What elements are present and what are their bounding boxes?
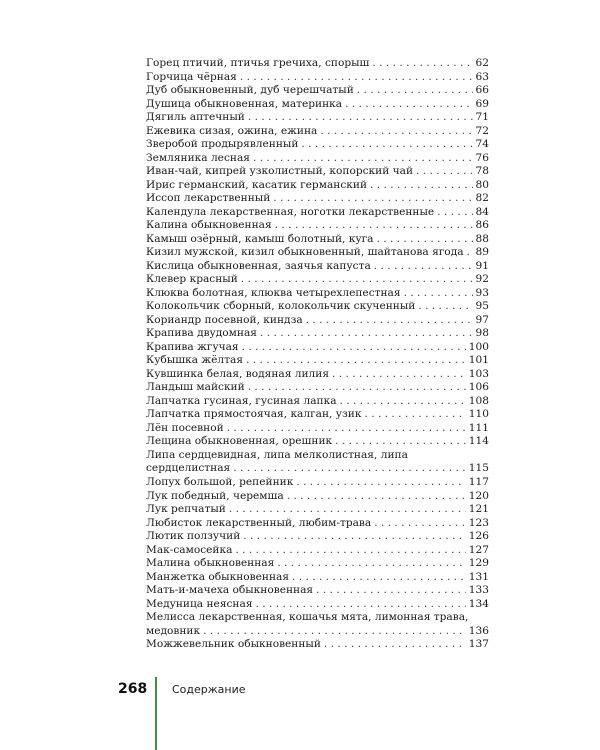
toc-entry-title: Лук победный, черемша: [146, 489, 284, 502]
toc-entry-title: Любисток лекарственный, любим-трава: [146, 516, 372, 529]
toc-entry-page: 97: [475, 313, 489, 326]
toc-entry-page: 89: [475, 246, 489, 259]
toc-entry: [146, 314, 489, 328]
toc-entry-page: 127: [468, 543, 489, 556]
toc-entry-page: 88: [475, 232, 489, 245]
toc-entry-page: 84: [475, 205, 489, 218]
toc-entry-page: 95: [475, 300, 489, 313]
dot-leader: [320, 125, 472, 139]
toc-entry-title: Кориандр посевной, киндза: [146, 313, 303, 326]
dot-leader: [357, 84, 473, 98]
dot-leader: [437, 206, 472, 220]
toc-entry-page: 69: [475, 97, 489, 110]
toc-entry-title: Лещина обыкновенная, орешник: [146, 435, 333, 448]
toc-entry: [146, 287, 489, 301]
dot-leader: [229, 503, 466, 517]
toc-entry: [146, 260, 489, 274]
dot-leader: [246, 354, 466, 368]
toc-entry-title: Клюква болотная, клюква четырехлепестная: [146, 286, 401, 299]
dot-leader: [372, 57, 472, 71]
toc-entry-page: 131: [468, 570, 489, 583]
toc-entry-page: 74: [475, 138, 489, 151]
dot-leader: [306, 314, 473, 328]
toc-entry-title: Лопух большой, репейник: [146, 475, 294, 488]
toc-entry-page: 117: [468, 475, 489, 488]
toc-entry-page: 93: [475, 286, 489, 299]
toc-entry-title: Мать-и-мачеха обыкновенная: [146, 584, 314, 597]
toc-entry: [146, 422, 489, 436]
toc-entry-page: 133: [468, 584, 489, 597]
dot-leader: [248, 111, 473, 125]
dot-leader: [296, 476, 465, 490]
toc-entry-title: Колокольчик сборный, колокольчик скученный: [146, 300, 416, 313]
toc-entry-page: 129: [468, 557, 489, 570]
dot-leader: [364, 408, 465, 422]
page-number: 268: [118, 681, 148, 697]
toc-entry-title: Календула лекарственная, ноготки лекарственные: [146, 205, 435, 218]
toc-entry-title: Кислица обыкновенная, заячья капуста: [146, 259, 371, 272]
toc-entry: [146, 408, 489, 422]
toc-entry: [146, 544, 489, 558]
toc-entry: [146, 354, 489, 368]
toc-entry-title: Горец птичий, птичья гречиха, спорыш: [146, 57, 370, 69]
toc-entry: [146, 57, 489, 71]
toc-entry-page: 100: [468, 340, 489, 353]
toc-entry-title: сердцелистная: [146, 462, 231, 475]
dot-leader: [292, 571, 466, 585]
toc-entry-title: Лютик ползучий: [146, 530, 241, 543]
toc-entry: [146, 233, 489, 247]
toc-entry-title: Можжевельник обыкновенный: [146, 638, 321, 651]
dot-leader: [332, 368, 466, 382]
dot-leader: [227, 422, 466, 436]
toc-entry-title: медовник: [146, 624, 201, 637]
toc-entry-page: 111: [468, 421, 489, 434]
toc-entry-title: Зверобой продырявленный: [146, 138, 299, 151]
toc-entry-page: 76: [475, 151, 489, 164]
toc-entry-title: Мелисса лекарственная, кошачья мята, лимонная трава,: [146, 611, 469, 624]
toc-entry-title: Лён посевной: [146, 421, 224, 434]
toc-entry-title: Мак-самосейка: [146, 543, 233, 556]
toc-entry: [146, 71, 489, 85]
toc-entry: [146, 530, 489, 544]
toc-entry-title: Земляника лесная: [146, 151, 250, 164]
toc-entry-title: Кизил мужской, кизил обыкновенный, шайтанова ягода: [146, 246, 464, 259]
dot-leader: [235, 544, 465, 558]
dot-leader: [416, 165, 472, 179]
toc-entry: [146, 381, 489, 395]
toc-entry-page: 91: [475, 259, 489, 272]
dot-leader: [277, 557, 465, 571]
toc-entry-page: 82: [475, 192, 489, 205]
toc-entry-title: Ежевика сизая, ожина, ежина: [146, 124, 318, 137]
toc-entry-title: Душица обыкновенная, материнка: [146, 97, 343, 110]
toc-entry-title: Горчица чёрная: [146, 70, 237, 83]
table-of-contents: [146, 57, 489, 652]
toc-entry-page: 134: [468, 597, 489, 610]
toc-entry: [146, 111, 489, 125]
toc-entry-title: Камыш озёрный, камыш болотный, куга: [146, 232, 374, 245]
dot-leader: [335, 435, 466, 449]
dot-leader: [275, 219, 473, 233]
toc-entry: [146, 165, 489, 179]
toc-entry-page: 114: [468, 435, 489, 448]
dot-leader: [370, 179, 473, 193]
toc-entry-title: Дуб обыкновенный, дуб черешчатый: [146, 84, 354, 97]
toc-entry: [146, 435, 489, 449]
toc-entry-page: 115: [468, 462, 489, 475]
dot-leader: [374, 260, 473, 274]
toc-entry-page: 62: [475, 57, 489, 69]
toc-entry-title: Манжетка обыкновенная: [146, 570, 290, 583]
toc-entry-page: 86: [475, 219, 489, 232]
toc-entry-page: 98: [475, 327, 489, 340]
toc-entry-title: Ландыш майский: [146, 381, 245, 394]
dot-leader: [301, 138, 472, 152]
dot-leader: [376, 233, 472, 247]
toc-entry-title: Калина обыкновенная: [146, 219, 272, 232]
toc-entry: [146, 490, 489, 504]
toc-entry: [146, 219, 489, 233]
toc-entry: [146, 300, 489, 314]
toc-entry: [146, 192, 489, 206]
dot-leader: [241, 273, 473, 287]
toc-entry-title: Лапчатка гусиная, гусиная лапка: [146, 394, 337, 407]
toc-entry: [146, 368, 489, 382]
toc-entry-page: 92: [475, 273, 489, 286]
toc-entry: [146, 571, 489, 585]
dot-leader: [260, 327, 473, 341]
dot-leader: [467, 246, 473, 260]
toc-entry: [146, 503, 489, 517]
dot-leader: [242, 341, 466, 355]
toc-entry: [146, 611, 489, 638]
toc-entry-page: 137: [468, 638, 489, 651]
toc-entry: [146, 84, 489, 98]
toc-entry-title: Ирис германский, касатик германский: [146, 178, 367, 191]
toc-entry-title: Кувшинка белая, водяная лилия: [146, 367, 330, 380]
dot-leader: [248, 381, 466, 395]
dot-leader: [345, 98, 472, 112]
toc-entry-page: 123: [468, 516, 489, 529]
toc-entry-page: 101: [468, 354, 489, 367]
toc-entry-page: 110: [468, 408, 489, 421]
dot-leader: [418, 300, 472, 314]
toc-entry-page: 80: [475, 178, 489, 191]
toc-entry: [146, 179, 489, 193]
dot-leader: [287, 490, 466, 504]
toc-entry-title: Иван-чай, кипрей узколистный, копорский чай: [146, 165, 414, 178]
toc-entry-page: 121: [468, 503, 489, 516]
toc-entry: [146, 476, 489, 490]
dot-leader: [203, 625, 466, 639]
dot-leader: [273, 192, 472, 206]
toc-entry: [146, 138, 489, 152]
toc-entry-page: 103: [468, 367, 489, 380]
toc-entry: [146, 98, 489, 112]
toc-entry-page: 63: [475, 70, 489, 83]
toc-entry: [146, 152, 489, 166]
section-label: Содержание: [172, 683, 246, 696]
dot-leader: [316, 584, 466, 598]
toc-entry: [146, 327, 489, 341]
toc-entry: [146, 341, 489, 355]
toc-entry-title: Медуница неясная: [146, 597, 253, 610]
toc-entry-title: Крапива жгучая: [146, 340, 239, 353]
dot-leader: [240, 71, 473, 85]
toc-entry-page: 126: [468, 530, 489, 543]
toc-entry: [146, 517, 489, 531]
toc-entry: [146, 638, 489, 652]
toc-entry-title: Крапива двудомная: [146, 327, 257, 340]
toc-entry-page: 72: [475, 124, 489, 137]
toc-entry: [146, 557, 489, 571]
footer-rule: [155, 677, 157, 750]
toc-entry-title: Иссоп лекарственный: [146, 192, 271, 205]
toc-entry-title: Лук репчатый: [146, 503, 226, 516]
dot-leader: [374, 517, 466, 531]
toc-entry: [146, 395, 489, 409]
toc-entry-page: 106: [468, 381, 489, 394]
toc-entry: [146, 125, 489, 139]
toc-entry-page: 78: [475, 165, 489, 178]
toc-entry-title: Дягиль аптечный: [146, 111, 245, 124]
toc-entry-title: Лапчатка прямостоячая, калган, узик: [146, 408, 362, 421]
toc-entry-title: Кубышка жёлтая: [146, 354, 243, 367]
toc-entry: [146, 246, 489, 260]
dot-leader: [243, 530, 465, 544]
toc-entry-title: Липа сердцевидная, липа мелколистная, липа: [146, 448, 408, 461]
toc-entry: [146, 584, 489, 598]
toc-entry-page: 136: [468, 624, 489, 637]
toc-entry-page: 120: [468, 489, 489, 502]
toc-entry: [146, 273, 489, 287]
dot-leader: [404, 287, 473, 301]
toc-entry: [146, 206, 489, 220]
toc-entry-page: 71: [475, 111, 489, 124]
toc-entry-page: 108: [468, 394, 489, 407]
toc-entry: [146, 449, 489, 476]
toc-entry: [146, 598, 489, 612]
dot-leader: [256, 598, 466, 612]
toc-entry-title: Клевер красный: [146, 273, 238, 286]
toc-entry-title: Малина обыкновенная: [146, 557, 275, 570]
dot-leader: [340, 395, 466, 409]
dot-leader: [233, 462, 466, 476]
dot-leader: [253, 152, 473, 166]
dot-leader: [324, 638, 466, 652]
toc-entry-page: 66: [475, 84, 489, 97]
